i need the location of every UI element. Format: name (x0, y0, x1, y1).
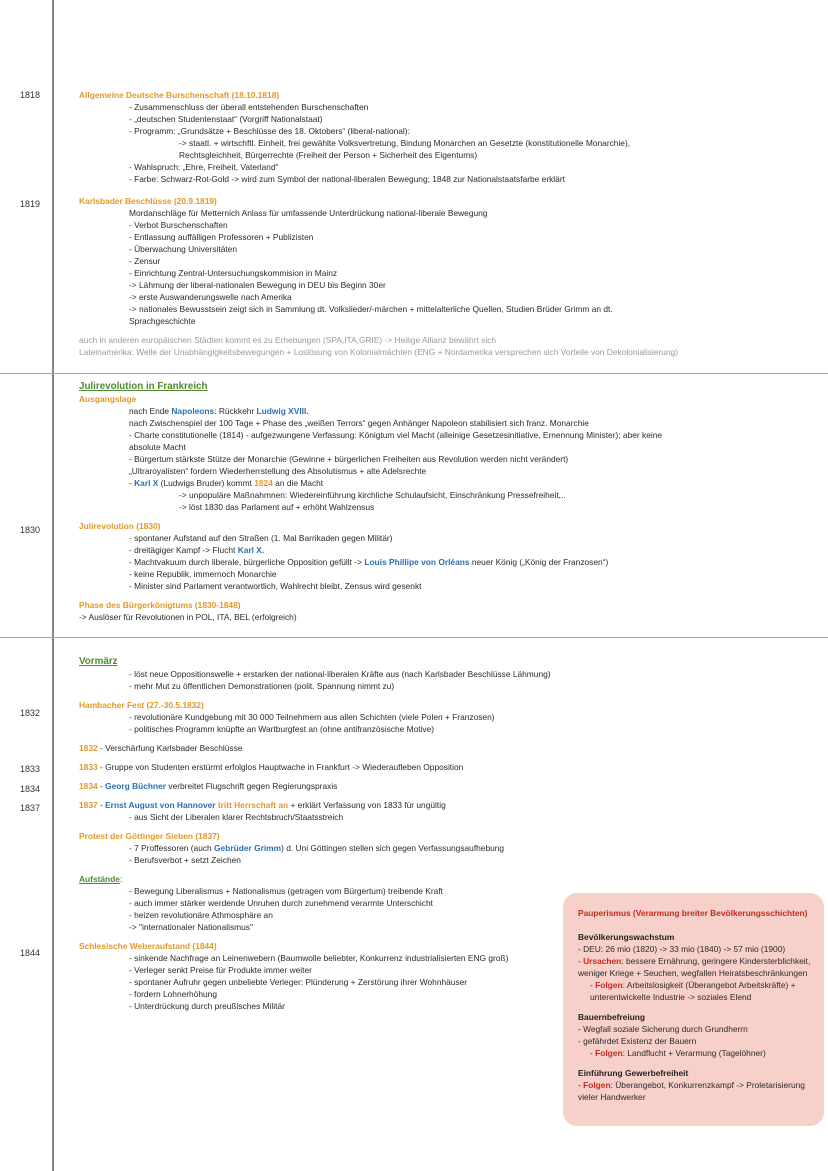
text-line: - Einrichtung Zentral-Untersuchungskommision in Mainz (129, 268, 338, 278)
text-line: - Farbe: Schwarz-Rot-Gold -> wird zum Symbol der national-liberalen Bewegung; 1848 zur Nationalstaatsfarbe erklärt (129, 174, 565, 184)
subheading: Aufstände: (79, 874, 123, 884)
subheading: Ausgangslage (79, 394, 137, 404)
text-line: - Zensur (129, 256, 161, 266)
year-label: 1830 (20, 525, 41, 535)
box-subheading: Bauernbefreiung (578, 1012, 646, 1022)
subheading: Protest der Göttinger Sieben (1837) (79, 831, 220, 841)
subheading: Schlesische Weberaufstand (1844) (79, 941, 217, 951)
text-line: - Unterdrückung durch preußisches Militär (129, 1001, 285, 1011)
event-line: 1832 - Verschärfung Karlsbader Beschlüsse (79, 743, 243, 753)
text-line: -> löst 1830 das Parlament auf + erhöht Wahlzensus (179, 502, 375, 512)
section-heading: Allgemeine Deutsche Burschenschaft (18.10.1818) (79, 90, 280, 100)
section-title: Julirevolution in Frankreich (79, 381, 208, 392)
text-line: nach Ende Napoleons: Rückkehr Ludwig XVIII. (129, 406, 309, 416)
text-line: - Entlassung auffälligen Professoren + Publizisten (129, 232, 314, 242)
text-line: nach Zwischenspiel der 100 Tage + Phase des „weißen Terrors“ gegen Anhänger Napoleon stabilisiert sich franz. Monarchie (129, 418, 589, 428)
year-label: 1832 (20, 708, 41, 718)
text-line: - keine Republik, immernoch Monarchie (129, 569, 277, 579)
timeline-axis (52, 0, 54, 1171)
text-line: - spontaner Aufstand auf den Straßen (1. Mal Barrikaden gegen Militär) (129, 533, 393, 543)
box-line: - DEU: 26 mio (1820) -> 33 mio (1840) -> 57 mio (1900) (578, 944, 786, 954)
text-line: - Wahlspruch: „Ehre, Freiheit, Vaterland“ (129, 162, 279, 172)
text-line: - Bewegung Liberalismus + Nationalismus (getragen vom Bürgertum) treibende Kraft (129, 886, 443, 896)
box-line: - Folgen: Überangebot, Konkurrenzkampf -> Proletarisierung vieler Handwerker (578, 1080, 805, 1102)
text-line: - Berufsverbot + setzt Zeichen (129, 855, 241, 865)
text-line: - Karl X (Ludwigs Bruder) kommt 1824 an die Macht (129, 478, 324, 488)
text-line: -> erste Auswanderungswelle nach Amerika (129, 292, 292, 302)
text-line: -> staatl. + wirtschftl. Einheit, frei gewählte Volksvertretung, Bindung Monarchen an Gesetzte (konstitutionelle Monarchie), (179, 138, 631, 148)
text-line: Rechtsgleichheit, Bürgerrechte (Freiheit der Person + Sicherheit des Eigentums) (179, 150, 478, 160)
text-line: - dreitägiger Kampf -> Flucht Karl X. (129, 545, 265, 555)
year-label: 1837 (20, 803, 41, 813)
box-line: - gefährdet Existenz der Bauern (578, 1036, 697, 1046)
section-title: Vormärz (79, 656, 118, 667)
text-line: - heizen revolutionäre Athmosphäre an (129, 910, 273, 920)
text-line: - politisches Programm knüpfte an Wartburgfest an (ohne antifranzösische Motive) (129, 724, 435, 734)
text-line: „Ultraroyalisten“ fordern Wiederherrstellung des Absolutismus + alte Adelsrechte (129, 466, 427, 476)
subheading: Julirevolution (1830) (79, 521, 161, 531)
year-label: 1833 (20, 764, 41, 774)
year-label: 1834 (20, 784, 41, 794)
section-burschenschaft (79, 89, 814, 185)
text-line: - aus Sicht der Liberalen klarer Rechtsbruch/Staatsstreich (129, 812, 344, 822)
text-line: -> Lähmung der liberal-nationalen Bewegung in DEU bis Beginn 30er (129, 280, 386, 290)
text-line: - Zusammenschluss der überall entstehenden Burschenschaften (129, 102, 369, 112)
text-line: - Programm: „Grundsätze + Beschlüsse des 18. Oktobers“ (liberal-national): (129, 126, 410, 136)
text-line: - Bürgertum stärkste Stütze der Monarchie (Gewinne + bürgerlichen Freiheiten aus Revolution werden nicht verändert) (129, 454, 569, 464)
box-subheading: Bevölkerungswachstum (578, 932, 675, 942)
section-julirevolution (79, 381, 814, 623)
section-heading: Karlsbader Beschlüsse (20.9.1819) (79, 196, 217, 206)
text-line: - fordern Lohnerhöhung (129, 989, 218, 999)
text-line: - „deutschen Studentenstaat“ (Vorgriff Nationalstaat) (129, 114, 323, 124)
section-karlsbad (79, 195, 814, 358)
text-line: -> "internationaler Nationalismus" (129, 922, 253, 932)
text-line: - spontaner Aufruhr gegen unbeliebte Verleger: Plünderung + Zerstörung ihrer Wohnhäuser (129, 977, 468, 987)
text-line: - sinkende Nachfrage an Leinenwebern (Baumwolle beliebter, Konkurrenz industrialisierten ENG groß) (129, 953, 509, 963)
text-line: - mehr Mut zu öffentlichen Demonstrationen (polit. Spannung nimmt zu) (129, 681, 395, 691)
text-line: - Machtvakuum durch liberale, bürgerliche Opposition gefüllt -> Louis Phillipe von Orléans neuer König („König der Franzosen“) (129, 557, 609, 567)
text-line: - Verleger senkt Preise für Produkte immer weiter (129, 965, 312, 975)
pauperismus-box (563, 893, 824, 1126)
event-line: 1837 - Ernst August von Hannover tritt Herrschaft an + erklärt Verfassung von 1833 für ungültig (79, 800, 446, 810)
text-line: - Überwachung Universitäten (129, 244, 237, 254)
text-line: - Verbot Burschenschaften (129, 220, 228, 230)
box-line: - Ursachen: bessere Ernährung, geringere Kindersterblichkeit, weniger Kriege + Seuchen, wegfallen Heiratsbeschränkungen (578, 956, 811, 978)
text-line: -> nationales Bewusstsein zeigt sich in Sammlung dt. Volkslieder/-märchen + mittelalterliche Quellen, Studien Brüder Grimm an dt. (129, 304, 613, 314)
box-title: Pauperismus (Verarmung breiter Bevölkerungsschichten) (578, 908, 808, 918)
year-label: 1844 (20, 948, 41, 958)
text-line: - Charte constitutionelle (1814) - aufgezwungene Verfassung: Königtum viel Macht (alleinige Gesetzesinitiative, Ernennung Minister); aber keine (129, 430, 663, 440)
box-subheading: Einführung Gewerbefreiheit (578, 1068, 689, 1078)
box-line: - Folgen: Landflucht + Verarmung (Tagelöhner) (590, 1048, 766, 1058)
text-line: - revolutionäre Kundgebung mit 30 000 Teilnehmern aus allen Schichten (viele Polen + Franzosen) (129, 712, 495, 722)
note-line: Lateinamerika: Welle der Unabhängigkeitsbewegungen + Loslösung von Kolonialmächten (ENG + Nordamerika versprechen sich Vorteile von Dekolonialisierung) (79, 347, 678, 357)
event-line: 1833 - Gruppe von Studenten erstürmt erfolglos Hauptwache in Frankfurt -> Wiederaufleben Opposition (79, 762, 464, 772)
subheading: Phase des Bürgerkönigtums (1830-1848) (79, 600, 241, 610)
text-line: Sprachgeschichte (129, 316, 196, 326)
subheading: Hambacher Fest (27.-30.5.1832) (79, 700, 204, 710)
year-label: 1818 (20, 90, 41, 100)
box-line: - Wegfall soziale Sicherung durch Grundherrn (578, 1024, 748, 1034)
year-label: 1819 (20, 199, 41, 209)
text-line: - löst neue Oppositionswelle + erstarken der national-liberalen Kräfte aus (nach Karlsbader Beschlüsse Lähmung) (129, 669, 551, 679)
section-divider (0, 373, 828, 374)
box-line: - Folgen: Arbeitslosigkeit (Überangebot Arbeitskräfte) + unterentwickelte Industrie -> soziales Elend (590, 980, 796, 1002)
section-divider (0, 637, 828, 638)
text-line: absolute Macht (129, 442, 186, 452)
text-line: -> Auslöser für Revolutionen in POL, ITA, BEL (erfolgreich) (79, 612, 297, 622)
text-line: - auch immer stärker werdende Unruhen durch zunehmend verarmte Unterschicht (129, 898, 433, 908)
text-line: Mordanschläge für Metternich Anlass für umfassende Unterdrückung national-liberale Bewegung (129, 208, 488, 218)
text-line: - 7 Proffessoren (auch Gebrüder Grimm) d. Uni Göttingen stellen sich gegen Verfassungsaufhebung (129, 843, 505, 853)
text-line: -> unpopuläre Maßnahmnen: Wiedereinführung kirchliche Schulaufsicht, Einschränkung Pressefreiheit,.. (179, 490, 566, 500)
event-line: 1834 - Georg Büchner verbreitet Flugschrift gegen Regierungspraxis (79, 781, 338, 791)
text-line: - Minister sind Parlament verantwortlich, Wahlrecht bleibt, Zensus wird gesenkt (129, 581, 422, 591)
note-line: auch in anderen europäischen Städten kommt es zu Erhebungen (SPA,ITA,GRIE) -> Heilige Allianz bewährt sich (79, 335, 497, 345)
